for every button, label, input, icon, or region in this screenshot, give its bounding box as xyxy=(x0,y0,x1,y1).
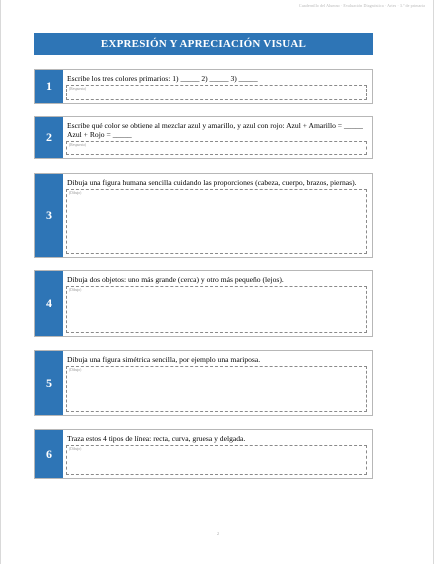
page-header: Cuadernillo del Alumno · Evaluación Diagnóstica · Artes · 3.º de primaria xyxy=(298,3,425,8)
answer-area[interactable] xyxy=(66,189,367,254)
question-item-4 xyxy=(34,270,373,337)
question-prompt: Traza estos 4 tipos de línea: recta, curva, gruesa y delgada. xyxy=(67,434,246,443)
question-item-3 xyxy=(34,173,373,258)
question-prompt: Dibuja una figura simétrica sencilla, por ejemplo una mariposa. xyxy=(67,355,261,364)
question-number: 3 xyxy=(35,174,63,257)
question-prompt: Dibuja dos objetos: uno más grande (cerca) y otro más pequeño (lejos). xyxy=(67,275,284,284)
answer-area[interactable] xyxy=(66,366,367,412)
question-prompt: Escribe los tres colores primarios: 1) _____ 2) _____ 3) _____ xyxy=(67,74,258,83)
question-number: 1 xyxy=(35,70,63,103)
answer-label: (Dibujo) xyxy=(69,288,82,292)
question-prompt: Escribe qué color se obtiene al mezclar azul y amarillo, y azul con rojo: Azul + Amarillo = _____ Azul + Rojo = _____ xyxy=(67,121,363,139)
answer-area[interactable] xyxy=(66,445,367,475)
answer-area[interactable] xyxy=(66,286,367,333)
question-item-5 xyxy=(34,350,373,416)
question-item-2 xyxy=(34,116,373,159)
question-number: 4 xyxy=(35,271,63,336)
question-number: 5 xyxy=(35,351,63,415)
question-number: 6 xyxy=(35,430,63,478)
answer-label: (Dibujo) xyxy=(69,368,82,372)
answer-label: (Dibujo) xyxy=(69,447,82,451)
question-item-6 xyxy=(34,429,373,479)
question-item-1 xyxy=(34,69,373,104)
answer-label: (Respuesta) xyxy=(69,143,86,147)
section-title-banner: EXPRESIÓN Y APRECIACIÓN VISUAL xyxy=(34,33,373,55)
answer-area[interactable] xyxy=(66,141,367,155)
question-number: 2 xyxy=(35,117,63,158)
page-number: 2 xyxy=(216,531,220,536)
answer-label: (Respuesta) xyxy=(69,87,86,91)
answer-label: (Dibujo) xyxy=(69,191,82,195)
answer-area[interactable] xyxy=(66,85,367,100)
question-prompt: Dibuja una figura humana sencilla cuidando las proporciones (cabeza, cuerpo, brazos, piernas). xyxy=(67,178,357,187)
